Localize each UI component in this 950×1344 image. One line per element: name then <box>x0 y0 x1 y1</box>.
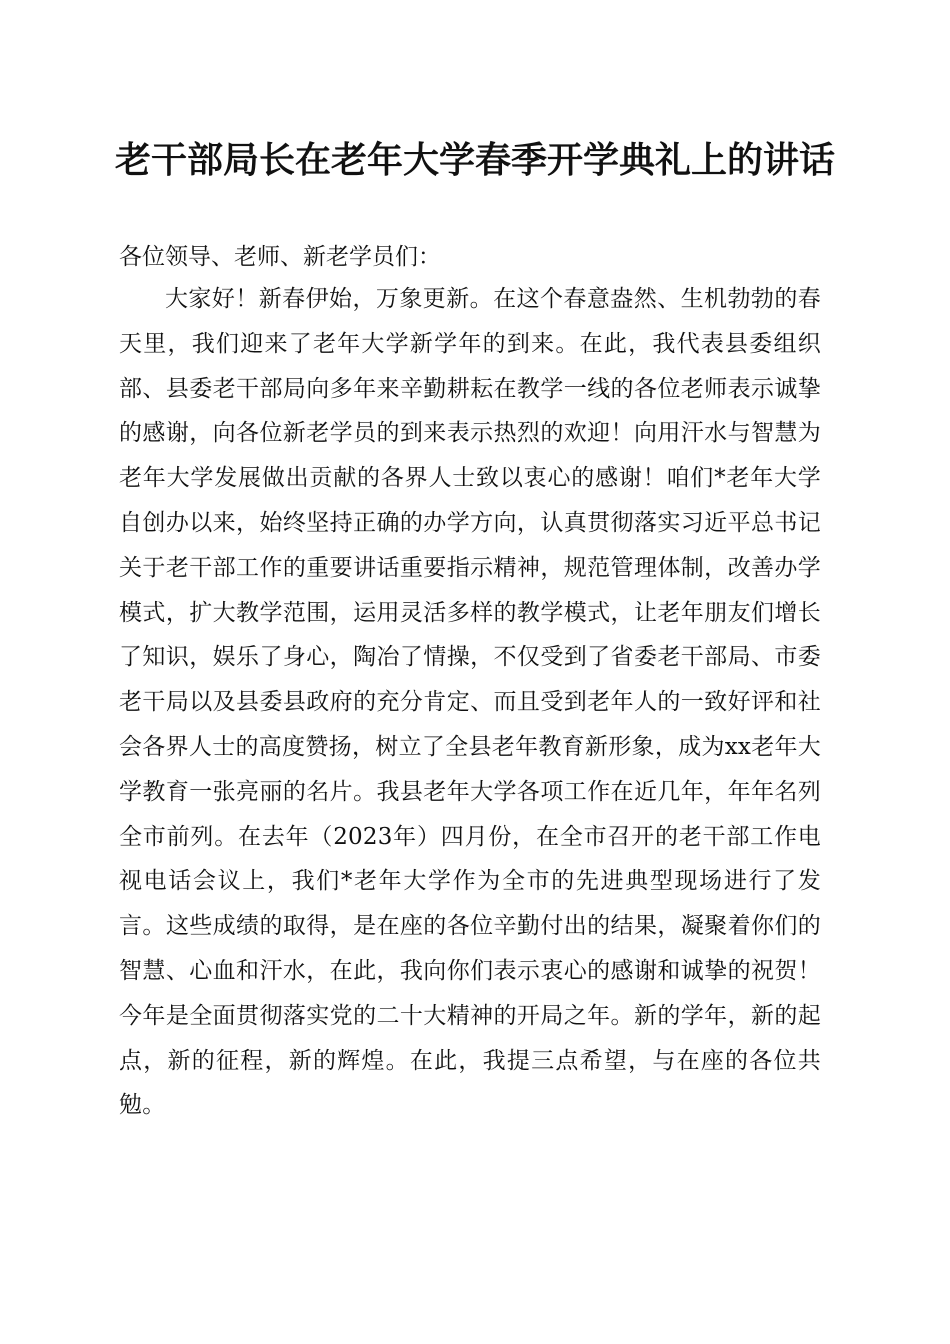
body-paragraph: 大家好！新春伊始，万象更新。在这个春意盎然、生机勃勃的春天里，我们迎来了老年大学新学年的到来。在此，我代表县委组织部、县委老干部局向多年来辛勤耕耘在教学一线的各位老师表示诚挚的感谢，向各位新老学员的到来表示热烈的欢迎！向用汗水与智慧为老年大学发展做出贡献的各界人士致以衷心的感谢！咱们*老年大学自创办以来，始终坚持正确的办学方向，认真贯彻落实习近平总书记关于老干部工作的重要讲话重要指示精神，规范管理体制，改善办学模式，扩大教学范围，运用灵活多样的教学模式，让老年朋友们增长了知识，娱乐了身心，陶冶了情操，不仅受到了省委老干部局、市委老干局以及县委县政府的充分肯定、而且受到老年人的一致好评和社会各界人士的高度赞扬，树立了全县老年教育新形象，成为xx老年大学教育一张亮丽的名片。我县老年大学各项工作在近几年，年年名列全市前列。在去年（2023年）四月份，在全市召开的老干部工作电视电话会议上，我们*老年大学作为全市的先进典型现场进行了发言。这些成绩的取得，是在座的各位辛勤付出的结果，凝聚着你们的智慧、心血和汗水，在此，我向你们表示衷心的感谢和诚挚的祝贺！今年是全面贯彻落实党的二十大精神的开局之年。新的学年，新的起点，新的征程，新的辉煌。在此，我提三点希望，与在座的各位共勉。 <box>119 286 821 1119</box>
document-title: 老干部局长在老年大学春季开学典礼上的讲话 <box>114 139 835 181</box>
salutation: 各位领导、老师、新老学员们： <box>119 244 441 270</box>
